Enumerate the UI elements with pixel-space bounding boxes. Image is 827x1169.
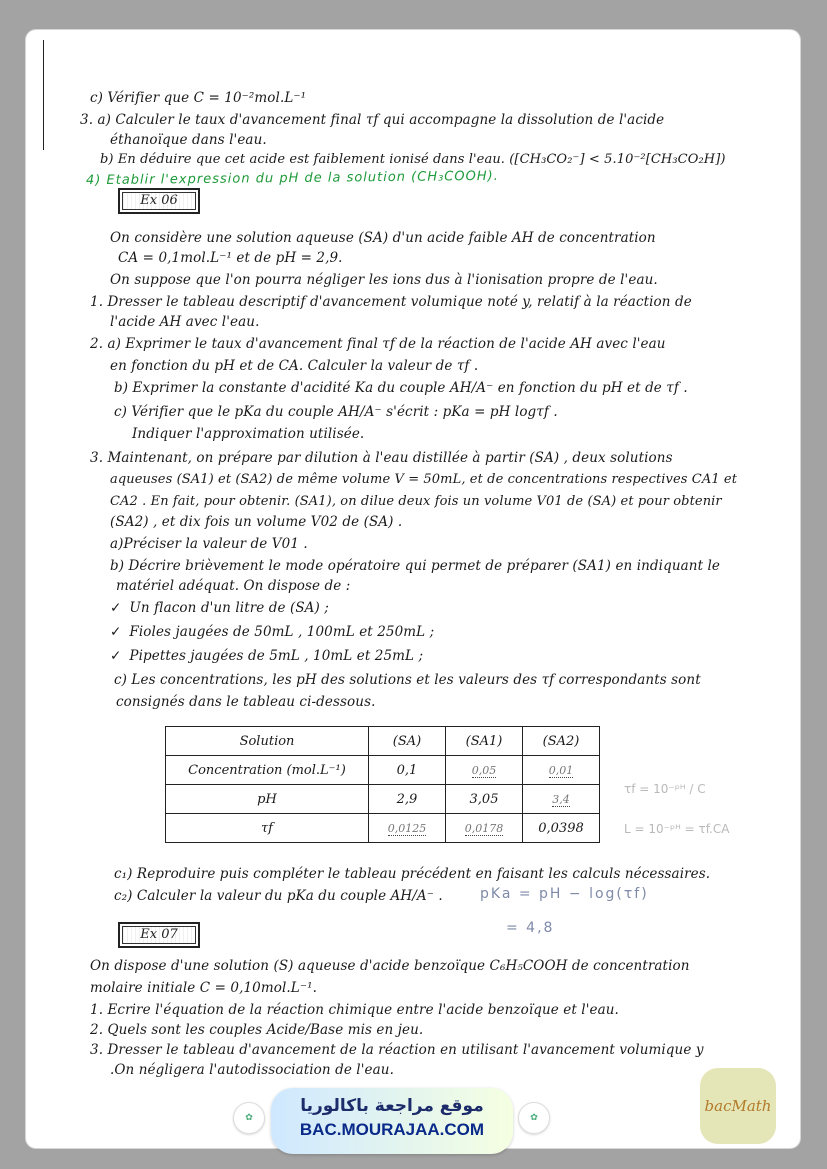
ex06-q1-a: 1. Dresser le tableau descriptif d'avancement volumique noté y, relatif à la réaction de <box>90 294 692 310</box>
ex07-q1: 1. Ecrire l'équation de la réaction chimique entre l'acide benzoïque et l'eau. <box>90 1002 619 1018</box>
handwritten-question-4: 4) Etablir l'expression du pH de la solution (CH₃COOH). <box>85 168 499 189</box>
pencil-note-1: τf = 10⁻ᵖᴴ / C <box>624 782 706 796</box>
table-cell <box>523 785 600 814</box>
ex06-c1: c₁) Reproduire puis compléter le tableau précédent en faisant les calculs nécessaires. <box>114 866 711 882</box>
table-cell: Concentration (mol.L⁻¹) <box>166 756 369 785</box>
ex06-intro-3: On suppose que l'on pourra négliger les ions dus à l'ionisation propre de l'eau. <box>110 272 658 288</box>
pencil-answer-2: = 4,8 <box>506 920 555 936</box>
ex07-intro-2: molaire initiale C = 0,10mol.L⁻¹. <box>90 980 317 996</box>
banner-arabic-title: موقع مراجعة باكالوريا <box>300 1096 484 1116</box>
check-icon: ✓ <box>110 648 122 664</box>
ex06-intro-2: CA = 0,1mol.L⁻¹ et de pH = 2,9. <box>118 250 343 266</box>
table-header-cell: (SA1) <box>446 727 523 756</box>
filled-cell: 0,0125 <box>387 821 427 835</box>
ex07-q3-a: 3. Dresser le tableau d'avancement de la réaction en utilisant l'avancement volumique y <box>90 1042 704 1058</box>
right-badge-icon: ✿ <box>518 1102 550 1134</box>
ex06-q3c-2: consignés dans le tableau ci-dessous. <box>116 694 376 710</box>
list-item <box>110 624 434 640</box>
document-page <box>26 30 800 1148</box>
table-cell <box>523 756 600 785</box>
pencil-note-2: L = 10⁻ᵖᴴ = τf.CA <box>624 822 730 836</box>
filled-cell: 0,0178 <box>464 821 504 835</box>
line-3b: b) En déduire que cet acide est faiblement ionisé dans l'eau. ([CH₃CO₂⁻] < 5.10⁻²[CH₃CO₂H]) <box>100 152 726 167</box>
list-item <box>110 600 329 616</box>
ex06-q3-1: 3. Maintenant, on prépare par dilution à l'eau distillée à partir (SA) , deux solutions <box>90 450 673 466</box>
check-icon: ✓ <box>110 600 122 616</box>
pencil-answer-1: pKa = pH − log(τf) <box>480 886 649 902</box>
table-cell: 0,0398 <box>523 814 600 843</box>
list-item-text: Un flacon d'un litre de (SA) ; <box>129 600 329 616</box>
line-c-verify: c) Vérifier que C = 10⁻²mol.L⁻¹ <box>90 90 307 106</box>
ex06-q2a-2: en fonction du pH et de CA. Calculer la valeur de τf . <box>110 358 479 374</box>
ex06-intro-1: On considère une solution aqueuse (SA) d'un acide faible AH de concentration <box>110 230 656 246</box>
ex06-q3-3: CA2 . En fait, pour obtenir. (SA1), on dilue deux fois un volume V01 de (SA) et pour obtenir <box>110 494 722 509</box>
ex07-intro-1: On dispose d'une solution (S) aqueuse d'acide benzoïque C₆H₅COOH de concentration <box>90 958 690 974</box>
table-cell <box>369 814 446 843</box>
filled-cell: 0,01 <box>548 763 574 777</box>
ex07-q3-b: .On négligera l'autodissociation de l'eau. <box>110 1062 394 1078</box>
filled-cell: 3,4 <box>552 792 570 806</box>
table-cell: 3,05 <box>446 785 523 814</box>
ex06-q2a-1: 2. a) Exprimer le taux d'avancement final τf de la réaction de l'acide AH avec l'eau <box>90 336 666 352</box>
bacmath-logo: bacMath <box>700 1068 776 1144</box>
table-header-cell: (SA2) <box>523 727 600 756</box>
ex06-c2: c₂) Calculer la valeur du pKa du couple AH/A⁻ . <box>114 888 443 904</box>
line-3a-cont: éthanoïque dans l'eau. <box>110 132 267 148</box>
site-banner[interactable] <box>271 1088 513 1154</box>
table-cell: 2,9 <box>369 785 446 814</box>
table-row <box>166 785 600 814</box>
table-cell <box>446 756 523 785</box>
list-item-text: Pipettes jaugées de 5mL , 10mL et 25mL ; <box>129 648 424 664</box>
ex06-q2c: c) Vérifier que le pKa du couple AH/A⁻ s'écrit : pKa = pH logτf . <box>114 404 558 420</box>
list-item <box>110 648 423 664</box>
table-cell: pH <box>166 785 369 814</box>
ex07-q2: 2. Quels sont les couples Acide/Base mis en jeu. <box>90 1022 424 1038</box>
table-cell: 0,1 <box>369 756 446 785</box>
ex06-q2c-2: Indiquer l'approximation utilisée. <box>132 426 365 442</box>
table-header-row <box>166 727 600 756</box>
table-header-cell: Solution <box>166 727 369 756</box>
table-row <box>166 814 600 843</box>
margin-line <box>43 40 44 150</box>
ex06-q3-2: aqueuses (SA1) et (SA2) de même volume V = 50mL, et de concentrations respectives CA1 et <box>110 472 738 487</box>
banner-url-link[interactable]: BAC.MOURAJAA.COM <box>299 1120 485 1139</box>
filled-cell: 0,05 <box>471 763 497 777</box>
ex06-q3a: a)Préciser la valeur de V01 . <box>110 536 308 552</box>
ex06-q3-4: (SA2) , et dix fois un volume V02 de (SA) . <box>110 514 403 530</box>
list-item-text: Fioles jaugées de 50mL , 100mL et 250mL ; <box>129 624 435 640</box>
ex06-q3b-1: b) Décrire brièvement le mode opératoire qui permet de préparer (SA1) en indiquant le <box>110 558 720 574</box>
line-3a: 3. a) Calculer le taux d'avancement final τf qui accompagne la dissolution de l'acide <box>80 112 665 128</box>
ex06-title-box: Ex 06 <box>118 188 200 214</box>
ex06-q3b-2: matériel adéquat. On dispose de : <box>116 578 351 594</box>
table-cell: τf <box>166 814 369 843</box>
ex06-q1-b: l'acide AH avec l'eau. <box>110 314 260 330</box>
check-icon: ✓ <box>110 624 122 640</box>
ex06-q2b: b) Exprimer la constante d'acidité Ka du couple AH/A⁻ en fonction du pH et de τf . <box>114 380 688 396</box>
table-row <box>166 756 600 785</box>
left-badge-icon: ✿ <box>233 1102 265 1134</box>
ex07-title-box: Ex 07 <box>118 922 200 948</box>
ex06-q3c-1: c) Les concentrations, les pH des solutions et les valeurs des τf correspondants sont <box>114 672 701 688</box>
results-table <box>165 726 600 843</box>
table-header-cell: (SA) <box>369 727 446 756</box>
table-cell <box>446 814 523 843</box>
